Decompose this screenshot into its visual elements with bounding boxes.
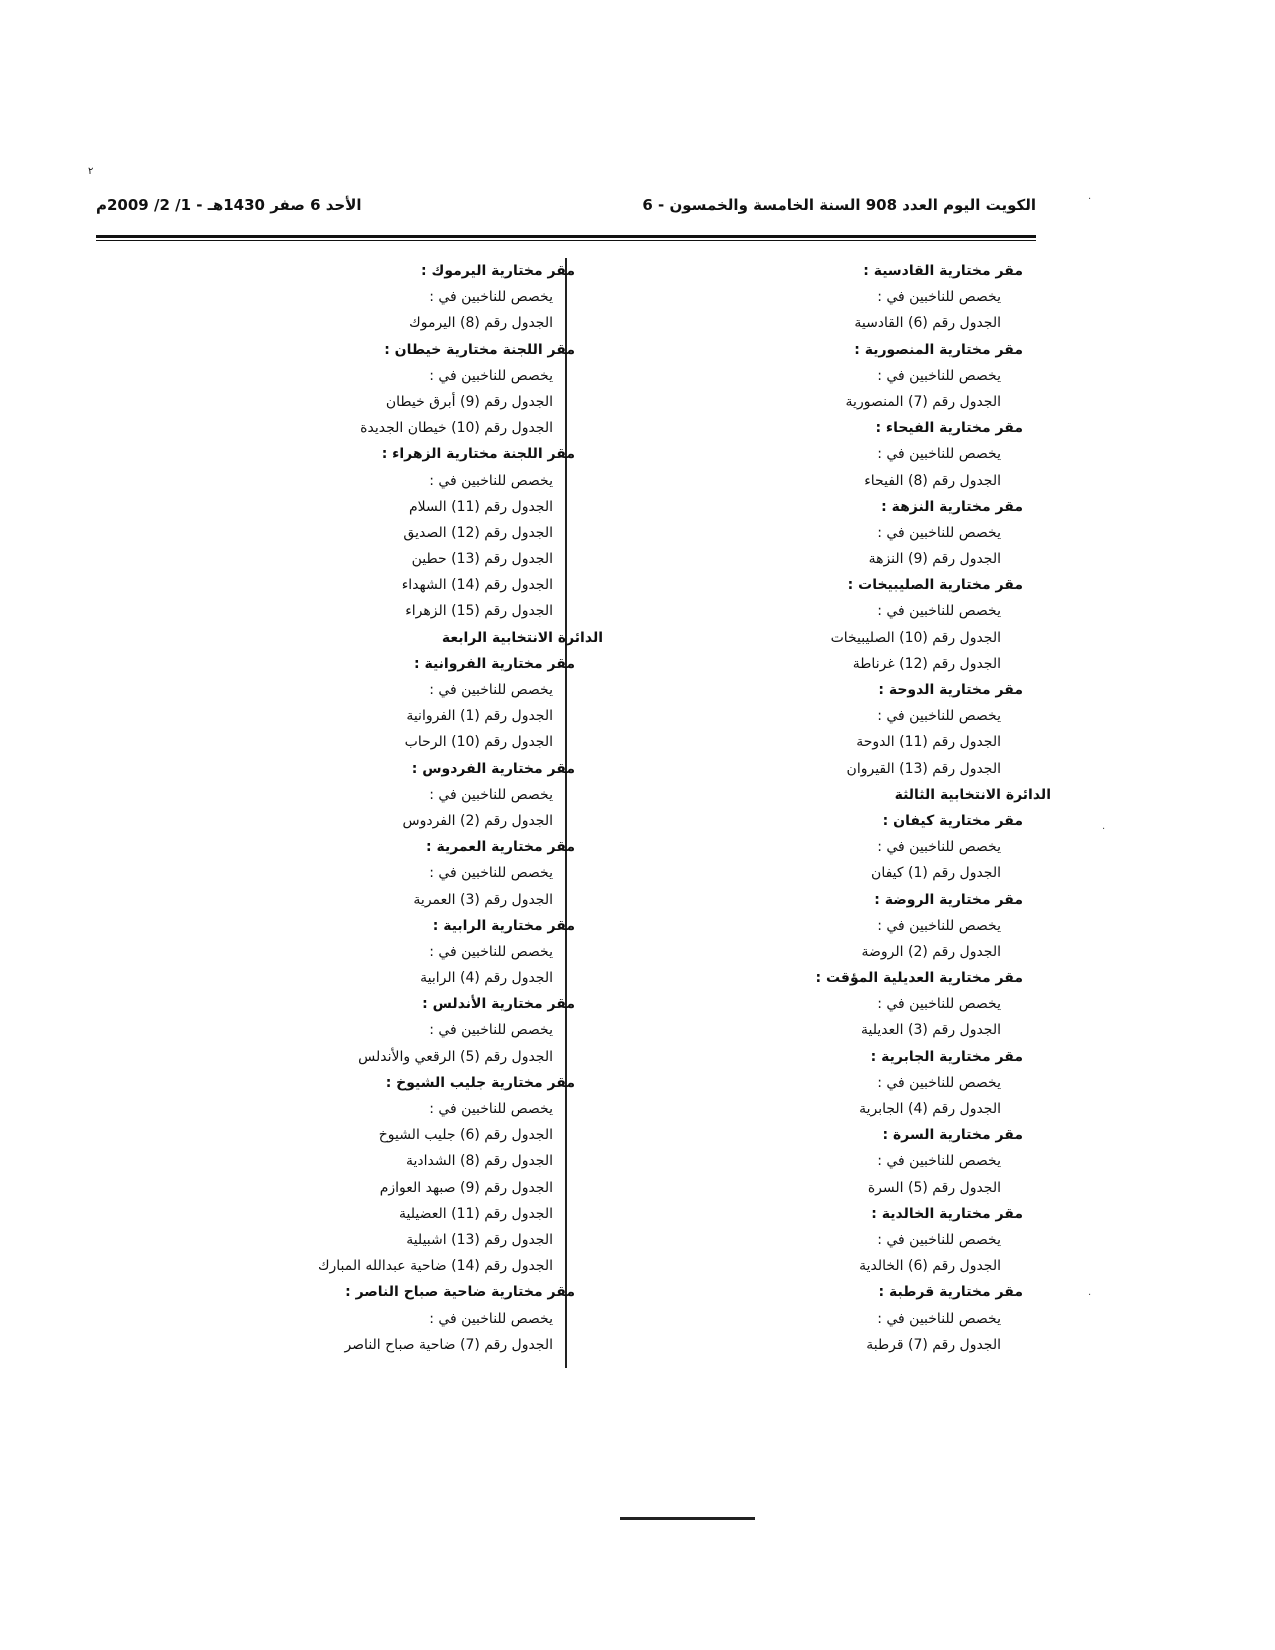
office-heading: مقر مختارية الجابرية : — [870, 1048, 1023, 1065]
scan-speck: · — [1102, 824, 1106, 835]
table-entry: الجدول رقم (9) أبرق خيطان — [385, 393, 553, 410]
page-header — [96, 196, 1036, 226]
table-entry: الجدول رقم (6) الخالدية — [859, 1258, 1001, 1275]
scan-speck: · — [1088, 194, 1092, 205]
voters-note: يخصص للناخبين في : — [877, 996, 1001, 1013]
table-entry: الجدول رقم (10) خيطان الجديدة — [360, 420, 553, 437]
voters-note: يخصص للناخبين في : — [429, 1310, 553, 1327]
district-heading: الدائرة الانتخابية الرابعة — [441, 629, 603, 646]
voters-note: يخصص للناخبين في : — [877, 367, 1001, 384]
office-heading: مقر مختارية ضاحية صباح الناصر : — [345, 1284, 575, 1301]
table-entry: الجدول رقم (10) الصليبيخات — [830, 629, 1001, 646]
table-entry: الجدول رقم (15) الزهراء — [405, 603, 553, 620]
office-heading: مقر اللجنة مختارية خيطان : — [384, 341, 575, 358]
bottom-rule — [620, 1517, 755, 1520]
table-entry: الجدول رقم (8) اليرموك — [409, 315, 553, 332]
table-entry: الجدول رقم (7) المنصورية — [845, 393, 1001, 410]
district-heading: الدائرة الانتخابية الثالثة — [894, 786, 1051, 803]
voters-note: يخصص للناخبين في : — [429, 786, 553, 803]
office-heading: مقر مختارية المنصورية : — [854, 341, 1023, 358]
office-heading: مقر مختارية الدوحة : — [878, 682, 1023, 698]
table-entry: الجدول رقم (5) السرة — [867, 1179, 1001, 1196]
voters-note: يخصص للناخبين في : — [877, 1231, 1001, 1248]
office-heading: مقر مختارية كيفان : — [882, 812, 1023, 829]
voters-note: يخصص للناخبين في : — [877, 603, 1001, 620]
scan-speck: · — [1088, 1290, 1092, 1301]
voters-note: يخصص للناخبين في : — [429, 289, 553, 306]
table-entry: الجدول رقم (13) القيروان — [846, 760, 1001, 777]
office-heading: مقر مختارية العديلية المؤقت : — [815, 970, 1023, 987]
table-entry: الجدول رقم (6) القادسية — [854, 315, 1001, 332]
header-rule — [96, 235, 1036, 238]
office-heading: مقر مختارية العمرية : — [425, 839, 575, 856]
voters-note: يخصص للناخبين في : — [429, 1022, 553, 1039]
office-heading: مقر مختارية النزهة : — [881, 498, 1023, 515]
office-heading: مقر مختارية الفردوس : — [411, 760, 575, 777]
table-entry: الجدول رقم (13) اشبيلية — [406, 1231, 553, 1248]
table-entry: الجدول رقم (12) غرناطة — [852, 655, 1001, 672]
table-entry: الجدول رقم (2) الروضة — [861, 943, 1001, 960]
table-entry: الجدول رقم (11) السلام — [408, 498, 553, 515]
table-entry: الجدول رقم (4) الجابرية — [859, 1101, 1001, 1117]
table-entry: الجدول رقم (1) كيفان — [871, 865, 1001, 882]
office-heading: مقر مختارية الخالدية : — [871, 1205, 1023, 1222]
voters-note: يخصص للناخبين في : — [877, 289, 1001, 306]
table-entry: الجدول رقم (8) الفيحاء — [864, 472, 1001, 489]
table-entry: الجدول رقم (5) الرقعي والأندلس — [358, 1048, 553, 1065]
table-entry: الجدول رقم (2) الفردوس — [402, 812, 553, 829]
office-heading: مقر مختارية الفروانية : — [413, 655, 575, 672]
table-entry: الجدول رقم (6) جليب الشيوخ — [378, 1127, 553, 1144]
table-entry: الجدول رقم (1) الفروانية — [406, 708, 553, 725]
table-entry: الجدول رقم (14) ضاحية عبدالله المبارك — [317, 1258, 553, 1275]
header-rule-thin — [96, 240, 1036, 241]
table-entry: الجدول رقم (4) الرابية — [420, 970, 553, 987]
office-heading: مقر اللجنة مختارية الزهراء : — [381, 446, 575, 463]
office-heading: مقر مختارية الرابية : — [432, 917, 575, 934]
table-entry: الجدول رقم (12) الصديق — [403, 524, 553, 541]
table-entry: الجدول رقم (11) العضيلية — [399, 1205, 553, 1222]
table-entry: الجدول رقم (3) العديلية — [861, 1022, 1001, 1039]
voters-note: يخصص للناخبين في : — [429, 682, 553, 698]
right-column — [603, 258, 1051, 1358]
voters-note: يخصص للناخبين في : — [877, 1310, 1001, 1327]
voters-note: يخصص للناخبين في : — [429, 1101, 553, 1117]
office-heading: مقر مختارية القادسية : — [863, 263, 1023, 279]
table-entry: الجدول رقم (7) قرطبة — [866, 1336, 1001, 1353]
voters-note: يخصص للناخبين في : — [877, 1074, 1001, 1091]
office-heading: مقر مختارية قرطبة : — [878, 1284, 1023, 1301]
voters-note: يخصص للناخبين في : — [877, 446, 1001, 463]
voters-note: يخصص للناخبين في : — [877, 524, 1001, 541]
table-entry: الجدول رقم (3) العمرية — [413, 891, 553, 908]
table-entry: الجدول رقم (9) النزهة — [868, 551, 1001, 568]
table-entry: الجدول رقم (8) الشدادية — [406, 1153, 553, 1170]
office-heading: مقر مختارية اليرموك : — [421, 263, 575, 279]
table-entry: الجدول رقم (10) الرحاب — [404, 734, 553, 751]
voters-note: يخصص للناخبين في : — [877, 708, 1001, 725]
publication-title: الكويت اليوم العدد 908 السنة الخامسة والخمسون - 6 — [642, 196, 1036, 214]
page-mark: ٢ — [88, 166, 94, 177]
office-heading: مقر مختارية جليب الشيوخ : — [385, 1074, 575, 1091]
table-entry: الجدول رقم (13) حطين — [411, 551, 553, 568]
voters-note: يخصص للناخبين في : — [877, 839, 1001, 856]
office-heading: مقر مختارية الفيحاء : — [875, 420, 1023, 437]
voters-note: يخصص للناخبين في : — [877, 917, 1001, 934]
table-entry: الجدول رقم (7) ضاحية صباح الناصر — [344, 1336, 553, 1353]
publication-date: الأحد 6 صفر 1430هـ - 1/ 2/ 2009م — [96, 196, 362, 214]
left-column — [145, 258, 603, 1358]
table-entry: الجدول رقم (11) الدوحة — [856, 734, 1001, 751]
voters-note: يخصص للناخبين في : — [429, 472, 553, 489]
voters-note: يخصص للناخبين في : — [429, 367, 553, 384]
table-entry: الجدول رقم (9) صبهد العوازم — [379, 1179, 553, 1196]
voters-note: يخصص للناخبين في : — [429, 943, 553, 960]
table-entry: الجدول رقم (14) الشهداء — [401, 577, 553, 594]
office-heading: مقر مختارية الروضة : — [874, 891, 1023, 908]
voters-note: يخصص للناخبين في : — [877, 1153, 1001, 1170]
office-heading: مقر مختارية السرة : — [882, 1127, 1023, 1144]
office-heading: مقر مختارية الأندلس : — [422, 996, 575, 1013]
voters-note: يخصص للناخبين في : — [429, 865, 553, 882]
office-heading: مقر مختارية الصليبيخات : — [847, 577, 1023, 594]
